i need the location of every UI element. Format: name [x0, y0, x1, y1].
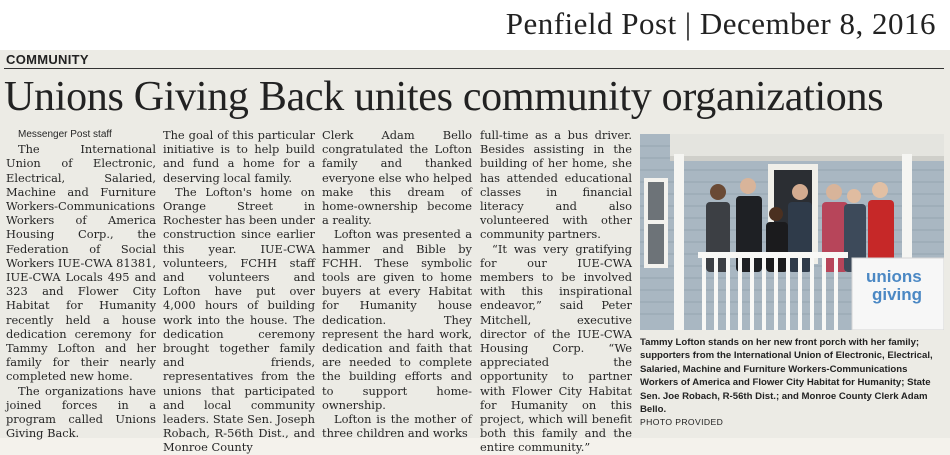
- article-column-4: [480, 128, 632, 455]
- paragraph: The organizations have joined forces in a program called Unions Giving Back.: [6, 383, 156, 441]
- section-label: COMMUNITY: [6, 52, 89, 67]
- photo-credit: PHOTO PROVIDED: [640, 417, 724, 428]
- section-rule: [4, 68, 944, 69]
- porch-photo: [640, 134, 944, 330]
- paragraph: Lofton is the mother of three children and works: [322, 412, 472, 441]
- byline: Messenger Post staff: [18, 129, 112, 140]
- article-column-3: [322, 128, 472, 440]
- paragraph: Clerk Adam Bello congratulated the Lofton family and thanked everyone else who helped make this dream of home-ownership become a reality.: [322, 128, 472, 228]
- paragraph: full-time as a bus driver. Besides assisting in the building of her home, she has attended educational classes in financial literacy and also volunteered with other community partners.: [480, 128, 632, 242]
- paragraph: The International Union of Electronic, Electrical, Salaried, Machine and Furniture Workers-Communications Workers of America Housing Corp., the Federation of Social Workers IUE-CWA 81381, IUE-CWA Locals 495 and 323 and Flower City Habitat for Humanity recently held a house dedication ceremony for Tammy Lofton and her family for their nearly completed new home.: [6, 142, 156, 384]
- caption-text: Tammy Lofton stands on her new front porch with her family; supporters from the International Union of Electronic, Electrical, Salaried, Machine and Furniture Workers-Communications Workers of America and Flower City Habitat for Humanity; State Sen. Joe Robach, R-56th Dist.; and Monroe County Clerk Adam Bello.: [640, 337, 933, 416]
- masthead-title: Penfield Post | December 8, 2016: [505, 6, 936, 41]
- banner-text-2: giving: [872, 285, 923, 304]
- paragraph: The goal of this particular initiative is to help build and fund a home for a deserving local family.: [163, 128, 315, 185]
- headline: Unions Giving Back unites community organizations: [4, 74, 884, 120]
- paragraph: Lofton was presented a hammer and Bible by FCHH. These symbolic tools are given to home buyers at every Habitat for Humanity house dedication. They represent the hard work, dedication and faith that are needed to complete the building efforts and to support home-ownership.: [322, 227, 472, 412]
- article-column-1: [6, 128, 156, 440]
- masthead: [0, 0, 950, 50]
- banner-text-1: unions: [866, 267, 922, 286]
- article-column-2: [163, 128, 315, 455]
- porch-photo-illustration: [640, 134, 944, 330]
- photo-caption: [640, 336, 944, 430]
- paragraph: “It was very gratifying for our IUE-CWA members to be involved with this inspirational endeavor,” said Peter Mitchell, executive director of the IUE-CWA Housing Corp. “We appreciated the opportunity to partner with Flower City Habitat for Humanity on this project, which will benefit both this family and the entire community.”: [480, 241, 632, 455]
- paragraph: The Lofton's home on Orange Street in Rochester has been under construction since earlier this year. IUE-CWA volunteers, FCHH staff and volunteers and Lofton have put over 4,000 hours of building work into the house. The dedication ceremony brought together family and friends, representatives from the unions that participated and local community leaders. State Sen. Joseph Robach, R-56th Dist., and Monroe County: [163, 184, 315, 455]
